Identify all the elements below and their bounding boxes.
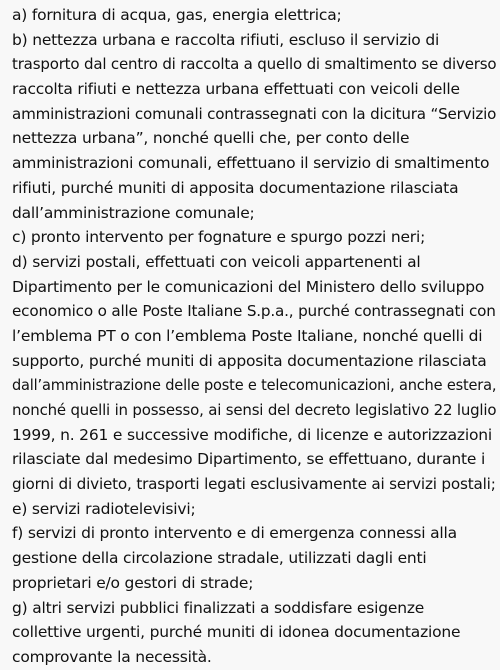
text-line: gestione della circolazione stradale, utilizzati dagli enti [12, 549, 427, 568]
text-line: amministrazioni comunali contrassegnati con la dicitura “Servizio [12, 104, 497, 123]
text-line: dall’amministrazione delle poste e telecomunicazioni, anche estera, [12, 376, 497, 395]
text-line: trasporto dal centro di raccolta a quello di smaltimento se diverso [12, 55, 497, 74]
text-line: b) nettezza urbana e raccolta rifiuti, escluso il servizio di [12, 30, 440, 49]
text-line: rifiuti, purché muniti di apposita documentazione rilasciata [12, 178, 459, 197]
text-line: giorni di divieto, trasporti legati esclusivamente ai servizi postali; [12, 475, 496, 494]
text-line: economico o alle Poste Italiane S.p.a., purché contrassegnati con [12, 302, 496, 321]
text-line: Dipartimento per le comunicazioni del Ministero dello sviluppo [12, 277, 485, 296]
text-line: a) fornitura di acqua, gas, energia elettrica; [12, 6, 342, 24]
text-line: f) servizi di pronto intervento e di emergenza connessi alla [12, 524, 457, 543]
text-line: c) pronto intervento per fognature e spurgo pozzi neri; [12, 228, 426, 247]
text-line: comprovante la necessità. [12, 647, 212, 666]
text-line: rilasciate dal medesimo Dipartimento, se effettuano, durante i [12, 450, 486, 469]
text-line: nettezza urbana”, nonché quelli che, per conto delle [12, 129, 410, 148]
text-line: collettive urgenti, purché muniti di idonea documentazione [12, 623, 461, 642]
text-line: d) servizi postali, effettuati con veicoli appartenenti al [12, 252, 421, 271]
text-line: g) altri servizi pubblici finalizzati a soddisfare esigenze [12, 598, 425, 617]
text-line: e) servizi radiotelevisivi; [12, 499, 196, 518]
text-line: raccolta rifiuti e nettezza urbana effettuati con veicoli delle [12, 80, 460, 99]
text-line: dall’amministrazione comunale; [12, 203, 255, 222]
text-line: amministrazioni comunali, effettuano il servizio di smaltimento [12, 154, 490, 173]
text-line: 1999, n. 261 e successive modifiche, di licenze e autorizzazioni [12, 425, 492, 444]
document-body [12, 3, 496, 670]
text-line: proprietari e/o gestori di strade; [12, 573, 254, 592]
text-line: supporto, purché muniti di apposita documentazione rilasciata [12, 351, 487, 370]
text-line: l’emblema PT o con l’emblema Poste Italiane, nonché quelli di [12, 326, 483, 345]
text-line: nonché quelli in possesso, ai sensi del decreto legislativo 22 luglio [12, 401, 497, 419]
